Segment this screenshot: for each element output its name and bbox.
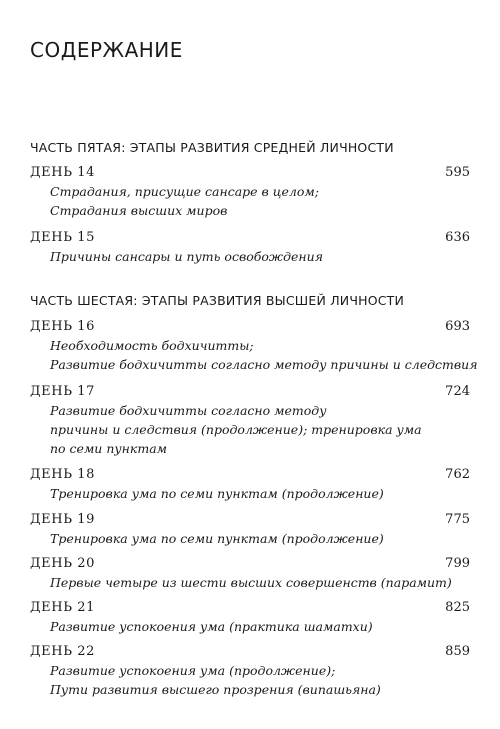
entry-description [50, 573, 470, 592]
day-label: ДЕНЬ 22 [30, 644, 96, 659]
entry-description [50, 484, 470, 503]
day-label: ДЕНЬ 19 [30, 512, 96, 527]
page-number: 595 [445, 165, 470, 180]
description-line: Развитие успокоения ума (продолжение); [50, 663, 336, 678]
description-line: причины и следствия (продолжение); тренировка ума [50, 422, 422, 437]
entry-description [50, 182, 470, 220]
description-line: Причины сансары и путь освобождения [50, 249, 323, 264]
toc-entry-day-21[interactable] [30, 599, 470, 636]
page-number: 859 [445, 644, 470, 659]
page-number: 799 [445, 556, 470, 571]
description-line: по семи пунктам [50, 441, 168, 456]
toc-entry-day-19[interactable] [30, 511, 470, 548]
day-label: ДЕНЬ 16 [30, 319, 96, 334]
page-number: 775 [445, 512, 470, 527]
entry-description [50, 661, 470, 699]
page-number: 693 [445, 319, 470, 334]
entry-description [50, 247, 470, 266]
description-line: Тренировка ума по семи пунктам (продолжение) [50, 486, 384, 501]
toc-entry-day-16[interactable] [30, 318, 478, 374]
description-line: Страдания, присущие сансаре в целом; [50, 184, 319, 199]
description-line: Первые четыре из шести высших совершенств (парамит) [50, 575, 452, 590]
page-number: 762 [445, 467, 470, 482]
day-label: ДЕНЬ 15 [30, 230, 96, 245]
day-label: ДЕНЬ 20 [30, 556, 96, 571]
toc-entry-day-22[interactable] [30, 643, 470, 699]
description-line: Страдания высших миров [50, 203, 228, 218]
toc-entry-day-15[interactable] [30, 229, 470, 266]
entry-description [50, 529, 470, 548]
page-number: 825 [445, 600, 470, 615]
page-title: СОДЕРЖАНИЕ [30, 38, 183, 62]
entry-description [50, 401, 470, 458]
description-line: Развитие успокоения ума (практика шаматхи) [50, 619, 373, 634]
entry-description [50, 617, 470, 636]
day-label: ДЕНЬ 18 [30, 467, 96, 482]
description-line: Пути развития высшего прозрения (випашьяна) [50, 682, 381, 697]
toc-entry-day-20[interactable] [30, 555, 470, 592]
description-line: Развитие бодхичитты согласно методу [50, 403, 327, 418]
entry-description [50, 336, 478, 374]
page-number: 636 [445, 230, 470, 245]
part-heading-5: ЧАСТЬ ПЯТАЯ: ЭТАПЫ РАЗВИТИЯ СРЕДНЕЙ ЛИЧНОСТИ [30, 140, 394, 155]
part-heading-6: ЧАСТЬ ШЕСТАЯ: ЭТАПЫ РАЗВИТИЯ ВЫСШЕЙ ЛИЧНОСТИ [30, 293, 405, 308]
description-line: Развитие бодхичитты согласно методу причины и следствия [50, 357, 478, 372]
day-label: ДЕНЬ 21 [30, 600, 96, 615]
toc-entry-day-14[interactable] [30, 164, 470, 220]
description-line: Необходимость бодхичитты; [50, 338, 254, 353]
toc-entry-day-18[interactable] [30, 466, 470, 503]
description-line: Тренировка ума по семи пунктам (продолжение) [50, 531, 384, 546]
page-number: 724 [445, 384, 470, 399]
day-label: ДЕНЬ 14 [30, 165, 96, 180]
day-label: ДЕНЬ 17 [30, 384, 96, 399]
toc-entry-day-17[interactable] [30, 383, 470, 458]
